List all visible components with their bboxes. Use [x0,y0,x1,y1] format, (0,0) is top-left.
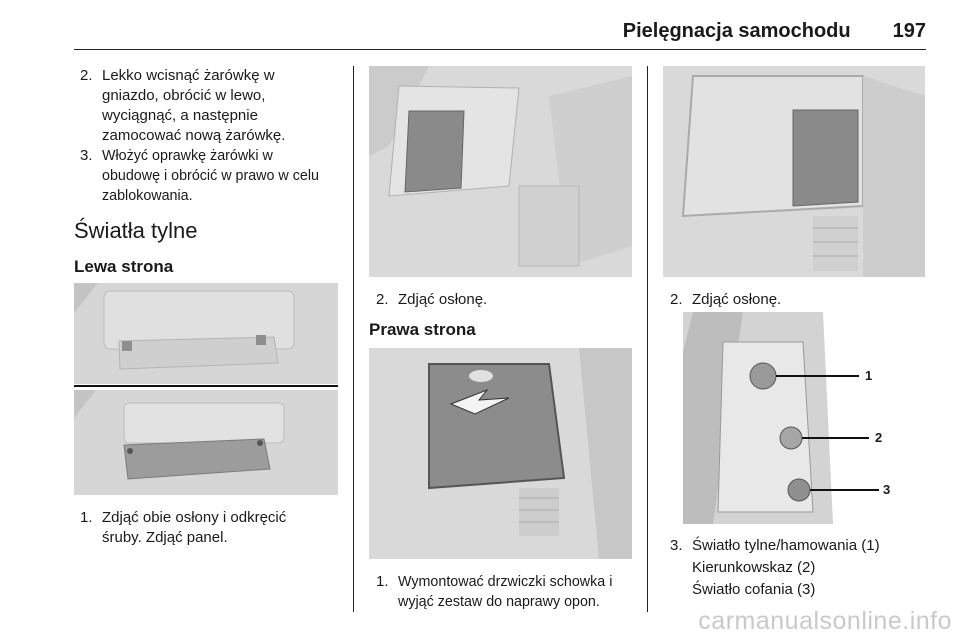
col1-step-3: 3. Włożyć oprawkę żarówki w obudowę i obrócić w prawo w celu zablokowania. [80,147,319,204]
section-heading: Światła tylne [74,218,198,243]
section-title: Pielęgnacja samochodu [622,20,851,42]
callout-label-2: 2 [875,430,883,445]
col3-step-3: 3. Światło tylne/hamowania (1) Kierunkowskaz (2) Światło cofania (3) [670,537,880,598]
column-divider-right [647,66,648,612]
figure-left-trunk-cover [369,66,632,277]
callout-label-1: 1 [865,368,873,383]
figure-tail-light-bulbs [683,312,899,524]
callout-label-3: 3 [883,482,891,497]
page-number: 197 [892,20,926,42]
left-side-heading: Lewa strona [74,257,174,276]
figure-right-storage-door [369,348,632,559]
figure-left-side-panels [74,283,338,495]
col2-step-2: 2. Zdjąć osłonę. [376,291,488,308]
col1-step-2: 2. Lekko wcisnąć żarówkę w gniazdo, obrócić w lewo, wyciągnąć, a następnie zamocować nową żarówkę. [80,67,286,144]
col2-step-1: 1. Wymontować drzwiczki schowka i wyjąć zestaw do naprawy opon. [376,573,613,610]
col1-step-1: 1. Zdjąć obie osłony i odkręcić śruby. Zdjąć panel. [80,509,287,546]
right-side-heading: Prawa strona [369,320,476,339]
watermark: carmanualsonline.info [698,607,952,635]
page-header [74,20,926,50]
col3-step-2: 2. Zdjąć osłonę. [670,291,782,308]
figure-right-trunk-cover [663,66,925,277]
column-divider-left [353,66,354,612]
